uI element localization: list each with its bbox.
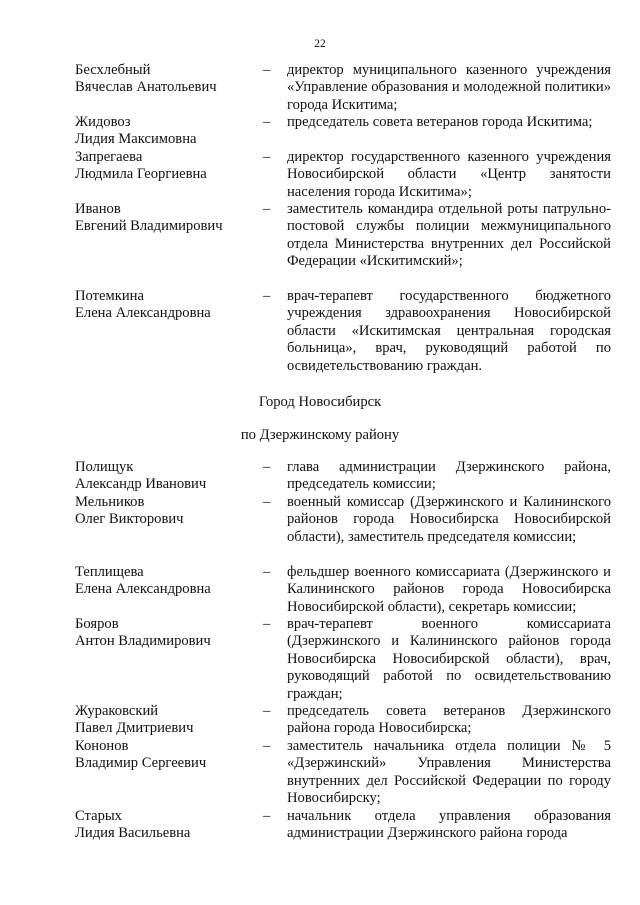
member-surname: Бояров <box>75 616 119 632</box>
member-given-names: Олег Викторович <box>75 511 184 528</box>
list-item <box>75 564 611 616</box>
member-surname: Теплищева <box>75 564 144 580</box>
member-given-names: Лидия Максимовна <box>75 131 197 148</box>
member-name <box>75 62 261 114</box>
member-surname: Иванов <box>75 201 121 217</box>
list-item <box>75 459 611 494</box>
member-name <box>75 459 261 494</box>
member-role: военный комиссар (Дзержинского и Калининского районов города Новосибирска Новосибирской области), заместитель председателя комиссии; <box>287 494 611 545</box>
member-surname: Жидовоз <box>75 114 131 130</box>
member-name <box>75 114 261 149</box>
member-name <box>75 703 261 738</box>
dash-separator: – <box>263 459 271 475</box>
dash-separator: – <box>263 62 271 78</box>
dash-separator: – <box>263 808 271 824</box>
member-role: заместитель командира отдельной роты патрульно-постовой службы полиции межмуниципального отдела Министерства внутренних дел Российской Федерации «Искитимский»; <box>287 201 611 270</box>
dash-separator: – <box>263 564 271 580</box>
member-role: начальник отдела управления образования администрации Дзержинского района города <box>287 808 611 842</box>
member-role: директор муниципального казенного учреждения «Управление образования и молодежной политики» города Искитима; <box>287 62 611 113</box>
dash-separator: – <box>263 616 271 632</box>
list-item <box>75 738 611 808</box>
dash-separator: – <box>263 114 271 130</box>
member-surname: Старых <box>75 808 122 824</box>
members-list-dzerzhinsky <box>75 459 611 843</box>
member-name <box>75 494 261 564</box>
section-heading-city: Город Новосибирск <box>258 394 382 410</box>
member-given-names: Евгений Владимирович <box>75 218 223 235</box>
member-surname: Кононов <box>75 738 129 754</box>
list-item <box>75 149 611 201</box>
member-given-names: Александр Иванович <box>75 476 207 493</box>
member-name <box>75 564 261 616</box>
member-surname: Журaковский <box>75 703 159 719</box>
member-given-names: Антон Владимирович <box>75 633 211 650</box>
list-item <box>75 288 611 375</box>
list-item <box>75 494 611 564</box>
member-name <box>75 149 261 201</box>
member-surname: Полищук <box>75 459 134 475</box>
member-surname: Потемкина <box>75 288 144 304</box>
member-given-names: Вячеслав Анатольевич <box>75 79 217 96</box>
section-heading-district: по Дзержинскому району <box>240 427 400 443</box>
member-role: врач-терапевт военного комиссариата (Дзержинского и Калининского районов города Новосибирска Новосибирской области), врач, руководящий работой по освидетельствованию граждан; <box>287 616 611 702</box>
list-item <box>75 201 611 288</box>
dash-separator: – <box>263 201 271 217</box>
member-given-names: Лидия Васильевна <box>75 825 191 842</box>
member-role: заместитель начальника отдела полиции № 5 «Дзержинский» Управления Министерства внутренних дел Российской Федерации по городу Новосибирску; <box>287 738 611 807</box>
members-list-iskitim <box>75 62 611 375</box>
dash-separator: – <box>263 703 271 719</box>
member-role: директор государственного казенного учреждения Новосибирской области «Центр занятости населения города Искитима»; <box>287 149 611 200</box>
member-surname: Мельников <box>75 494 145 510</box>
dash-separator: – <box>263 738 271 754</box>
dash-separator: – <box>263 149 271 165</box>
page-number: 22 <box>314 38 326 50</box>
member-name <box>75 808 261 843</box>
member-given-names: Елена Александровна <box>75 581 211 598</box>
member-name <box>75 288 261 375</box>
member-given-names: Владимир Сергеевич <box>75 755 207 772</box>
list-item <box>75 808 611 843</box>
member-role: глава администрации Дзержинского района, председатель комиссии; <box>287 459 611 493</box>
member-name <box>75 201 261 288</box>
member-role: фельдшер военного комиссариата (Дзержинского и Калининского районов города Новосибирска Новосибирской области), секретарь комиссии; <box>287 564 611 615</box>
member-name <box>75 616 261 703</box>
dash-separator: – <box>263 288 271 304</box>
list-item <box>75 616 611 703</box>
member-given-names: Елена Александровна <box>75 305 211 322</box>
dash-separator: – <box>263 494 271 510</box>
member-role: председатель совета ветеранов города Искитима; <box>287 114 593 130</box>
member-role: врач-терапевт государственного бюджетного учреждения здравоохранения Новосибирской области «Искитимская центральная городская больница», врач, руководящий работой по освидетельствованию граждан. <box>287 288 611 374</box>
list-item <box>75 703 611 738</box>
member-given-names: Людмила Георгиевна <box>75 166 207 183</box>
list-item <box>75 114 611 149</box>
member-role: председатель совета ветеранов Дзержинского района города Новосибирска; <box>287 703 611 737</box>
member-surname: Запрегаева <box>75 149 143 165</box>
member-surname: Бесхлебный <box>75 62 151 78</box>
member-name <box>75 738 261 808</box>
list-item <box>75 62 611 114</box>
member-given-names: Павел Дмитриевич <box>75 720 194 737</box>
